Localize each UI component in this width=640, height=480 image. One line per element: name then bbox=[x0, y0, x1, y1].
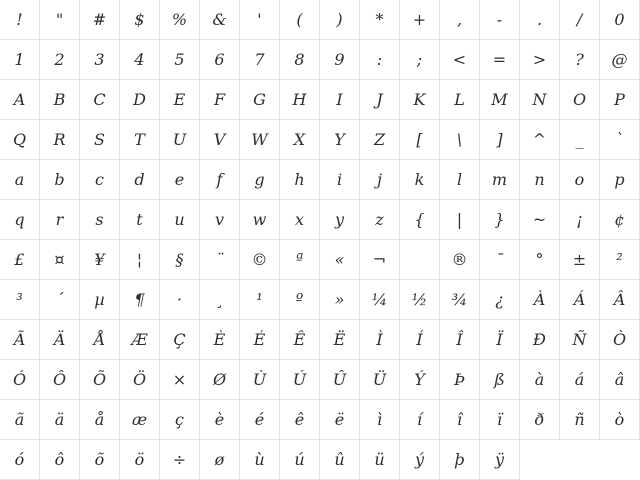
glyph-cell: G bbox=[240, 80, 280, 120]
glyph-cell: d bbox=[120, 160, 160, 200]
glyph-cell: Ø bbox=[200, 360, 240, 400]
glyph-cell: ÿ bbox=[480, 440, 520, 480]
glyph-cell: Î bbox=[440, 320, 480, 360]
glyph-cell: u bbox=[160, 200, 200, 240]
glyph-cell: « bbox=[320, 240, 360, 280]
glyph-cell: º bbox=[280, 280, 320, 320]
glyph-cell: © bbox=[240, 240, 280, 280]
glyph-cell: ê bbox=[280, 400, 320, 440]
glyph-cell: T bbox=[120, 120, 160, 160]
glyph-cell: s bbox=[80, 200, 120, 240]
glyph-cell: * bbox=[360, 0, 400, 40]
glyph-cell: A bbox=[0, 80, 40, 120]
glyph-cell: K bbox=[400, 80, 440, 120]
glyph-cell: m bbox=[480, 160, 520, 200]
glyph-cell: ' bbox=[240, 0, 280, 40]
glyph-cell: Û bbox=[320, 360, 360, 400]
glyph-cell: % bbox=[160, 0, 200, 40]
glyph-cell: ø bbox=[200, 440, 240, 480]
glyph-cell: q bbox=[0, 200, 40, 240]
glyph-cell: ¤ bbox=[40, 240, 80, 280]
glyph-cell: 6 bbox=[200, 40, 240, 80]
glyph-cell: î bbox=[440, 400, 480, 440]
glyph-cell: Ó bbox=[0, 360, 40, 400]
glyph-cell: ) bbox=[320, 0, 360, 40]
glyph-cell: Ë bbox=[320, 320, 360, 360]
glyph-cell: D bbox=[120, 80, 160, 120]
glyph-cell: X bbox=[280, 120, 320, 160]
glyph-cell: ( bbox=[280, 0, 320, 40]
glyph-cell: ® bbox=[440, 240, 480, 280]
glyph-cell: , bbox=[440, 0, 480, 40]
glyph-cell bbox=[400, 240, 440, 280]
glyph-cell: ä bbox=[40, 400, 80, 440]
glyph-cell: 0 bbox=[600, 0, 640, 40]
glyph-cell: ² bbox=[600, 240, 640, 280]
glyph-cell: ; bbox=[400, 40, 440, 80]
glyph-cell: ü bbox=[360, 440, 400, 480]
glyph-cell: Q bbox=[0, 120, 40, 160]
glyph-cell: # bbox=[80, 0, 120, 40]
glyph-cell: ¸ bbox=[200, 280, 240, 320]
glyph-cell: Í bbox=[400, 320, 440, 360]
glyph-cell: ! bbox=[0, 0, 40, 40]
glyph-cell: . bbox=[520, 0, 560, 40]
glyph-cell: ½ bbox=[400, 280, 440, 320]
glyph-cell: Ã bbox=[0, 320, 40, 360]
glyph-cell: _ bbox=[560, 120, 600, 160]
glyph-cell: ¶ bbox=[120, 280, 160, 320]
glyph-cell: í bbox=[400, 400, 440, 440]
glyph-cell: ¡ bbox=[560, 200, 600, 240]
glyph-cell: | bbox=[440, 200, 480, 240]
glyph-cell: F bbox=[200, 80, 240, 120]
glyph-cell: » bbox=[320, 280, 360, 320]
glyph-cell: ¹ bbox=[240, 280, 280, 320]
glyph-cell: H bbox=[280, 80, 320, 120]
glyph-cell: £ bbox=[0, 240, 40, 280]
glyph-cell: P bbox=[600, 80, 640, 120]
glyph-cell: Ò bbox=[600, 320, 640, 360]
glyph-cell: 5 bbox=[160, 40, 200, 80]
glyph-cell: È bbox=[200, 320, 240, 360]
glyph-cell: ç bbox=[160, 400, 200, 440]
glyph-cell: w bbox=[240, 200, 280, 240]
glyph-cell: & bbox=[200, 0, 240, 40]
glyph-cell: 7 bbox=[240, 40, 280, 80]
glyph-cell: µ bbox=[80, 280, 120, 320]
glyph-cell: Á bbox=[560, 280, 600, 320]
glyph-cell: < bbox=[440, 40, 480, 80]
glyph-cell: o bbox=[560, 160, 600, 200]
glyph-cell: I bbox=[320, 80, 360, 120]
glyph-cell: ³ bbox=[0, 280, 40, 320]
glyph-cell: O bbox=[560, 80, 600, 120]
glyph-cell: Ñ bbox=[560, 320, 600, 360]
glyph-cell: y bbox=[320, 200, 360, 240]
glyph-cell: Ö bbox=[120, 360, 160, 400]
glyph-cell: Æ bbox=[120, 320, 160, 360]
glyph-cell: e bbox=[160, 160, 200, 200]
glyph-cell: ± bbox=[560, 240, 600, 280]
glyph-cell: Ü bbox=[360, 360, 400, 400]
glyph-cell: ë bbox=[320, 400, 360, 440]
glyph-cell: é bbox=[240, 400, 280, 440]
glyph-cell: = bbox=[480, 40, 520, 80]
glyph-cell: Ð bbox=[520, 320, 560, 360]
glyph-cell: N bbox=[520, 80, 560, 120]
glyph-cell: Z bbox=[360, 120, 400, 160]
glyph-cell: ï bbox=[480, 400, 520, 440]
glyph-cell: · bbox=[160, 280, 200, 320]
glyph-cell: p bbox=[600, 160, 640, 200]
glyph-cell: Â bbox=[600, 280, 640, 320]
glyph-cell: ¨ bbox=[200, 240, 240, 280]
glyph-cell: [ bbox=[400, 120, 440, 160]
glyph-cell: " bbox=[40, 0, 80, 40]
glyph-cell: + bbox=[400, 0, 440, 40]
glyph-cell: ò bbox=[600, 400, 640, 440]
glyph-cell: 9 bbox=[320, 40, 360, 80]
glyph-cell: Ô bbox=[40, 360, 80, 400]
glyph-cell: Ý bbox=[400, 360, 440, 400]
glyph-cell: - bbox=[480, 0, 520, 40]
glyph-cell: S bbox=[80, 120, 120, 160]
glyph-cell: k bbox=[400, 160, 440, 200]
glyph-cell: ? bbox=[560, 40, 600, 80]
glyph-cell: j bbox=[360, 160, 400, 200]
glyph-cell: t bbox=[120, 200, 160, 240]
glyph-cell: ì bbox=[360, 400, 400, 440]
glyph-cell: þ bbox=[440, 440, 480, 480]
glyph-cell: f bbox=[200, 160, 240, 200]
glyph-cell: ã bbox=[0, 400, 40, 440]
glyph-cell: x bbox=[280, 200, 320, 240]
glyph-cell: õ bbox=[80, 440, 120, 480]
glyph-cell: M bbox=[480, 80, 520, 120]
glyph-cell: ¥ bbox=[80, 240, 120, 280]
glyph-cell: } bbox=[480, 200, 520, 240]
glyph-cell: ¢ bbox=[600, 200, 640, 240]
glyph-cell: ^ bbox=[520, 120, 560, 160]
glyph-cell: § bbox=[160, 240, 200, 280]
glyph-cell: ñ bbox=[560, 400, 600, 440]
glyph-cell: ° bbox=[520, 240, 560, 280]
glyph-cell: Ê bbox=[280, 320, 320, 360]
glyph-cell: à bbox=[520, 360, 560, 400]
glyph-cell: Ï bbox=[480, 320, 520, 360]
glyph-cell: v bbox=[200, 200, 240, 240]
glyph-cell: ¬ bbox=[360, 240, 400, 280]
glyph-cell: ú bbox=[280, 440, 320, 480]
glyph-cell: æ bbox=[120, 400, 160, 440]
glyph-cell: ¦ bbox=[120, 240, 160, 280]
glyph-cell: Y bbox=[320, 120, 360, 160]
glyph-cell: @ bbox=[600, 40, 640, 80]
glyph-cell: ~ bbox=[520, 200, 560, 240]
glyph-cell: 4 bbox=[120, 40, 160, 80]
glyph-cell: û bbox=[320, 440, 360, 480]
glyph-cell: ¯ bbox=[480, 240, 520, 280]
glyph-cell: ÷ bbox=[160, 440, 200, 480]
glyph-cell: 2 bbox=[40, 40, 80, 80]
glyph-cell: ó bbox=[0, 440, 40, 480]
glyph-cell: Þ bbox=[440, 360, 480, 400]
glyph-cell: ¿ bbox=[480, 280, 520, 320]
glyph-cell: Å bbox=[80, 320, 120, 360]
glyph-cell: ` bbox=[600, 120, 640, 160]
glyph-cell: ´ bbox=[40, 280, 80, 320]
glyph-cell: E bbox=[160, 80, 200, 120]
glyph-cell: Ç bbox=[160, 320, 200, 360]
glyph-cell: B bbox=[40, 80, 80, 120]
glyph-cell: h bbox=[280, 160, 320, 200]
glyph-cell: 3 bbox=[80, 40, 120, 80]
glyph-cell: â bbox=[600, 360, 640, 400]
glyph-cell: a bbox=[0, 160, 40, 200]
glyph-cell: J bbox=[360, 80, 400, 120]
glyph-cell: C bbox=[80, 80, 120, 120]
glyph-cell: Ú bbox=[280, 360, 320, 400]
glyph-cell: l bbox=[440, 160, 480, 200]
glyph-cell: Ä bbox=[40, 320, 80, 360]
glyph-cell: : bbox=[360, 40, 400, 80]
glyph-cell: > bbox=[520, 40, 560, 80]
glyph-cell: $ bbox=[120, 0, 160, 40]
glyph-cell: L bbox=[440, 80, 480, 120]
glyph-cell: ¼ bbox=[360, 280, 400, 320]
glyph-cell: ] bbox=[480, 120, 520, 160]
glyph-cell: b bbox=[40, 160, 80, 200]
glyph-cell: ô bbox=[40, 440, 80, 480]
glyph-cell: À bbox=[520, 280, 560, 320]
glyph-cell: r bbox=[40, 200, 80, 240]
glyph-cell: ö bbox=[120, 440, 160, 480]
glyph-cell: å bbox=[80, 400, 120, 440]
glyph-cell: R bbox=[40, 120, 80, 160]
glyph-cell: \ bbox=[440, 120, 480, 160]
glyph-cell: ý bbox=[400, 440, 440, 480]
glyph-cell: Õ bbox=[80, 360, 120, 400]
glyph-cell: / bbox=[560, 0, 600, 40]
glyph-cell: g bbox=[240, 160, 280, 200]
glyph-cell: U bbox=[160, 120, 200, 160]
glyph-cell: 1 bbox=[0, 40, 40, 80]
glyph-cell: n bbox=[520, 160, 560, 200]
glyph-cell: É bbox=[240, 320, 280, 360]
glyph-cell: á bbox=[560, 360, 600, 400]
glyph-cell: 8 bbox=[280, 40, 320, 80]
glyph-cell: ¾ bbox=[440, 280, 480, 320]
glyph-cell: ß bbox=[480, 360, 520, 400]
glyph-cell: c bbox=[80, 160, 120, 200]
glyph-cell: V bbox=[200, 120, 240, 160]
glyph-cell: Ì bbox=[360, 320, 400, 360]
glyph-cell: Ù bbox=[240, 360, 280, 400]
glyph-cell: ð bbox=[520, 400, 560, 440]
glyph-cell: i bbox=[320, 160, 360, 200]
glyph-cell: × bbox=[160, 360, 200, 400]
glyph-cell: W bbox=[240, 120, 280, 160]
glyph-cell: ª bbox=[280, 240, 320, 280]
glyph-cell: ù bbox=[240, 440, 280, 480]
glyph-cell: { bbox=[400, 200, 440, 240]
glyph-cell: z bbox=[360, 200, 400, 240]
glyph-cell: è bbox=[200, 400, 240, 440]
